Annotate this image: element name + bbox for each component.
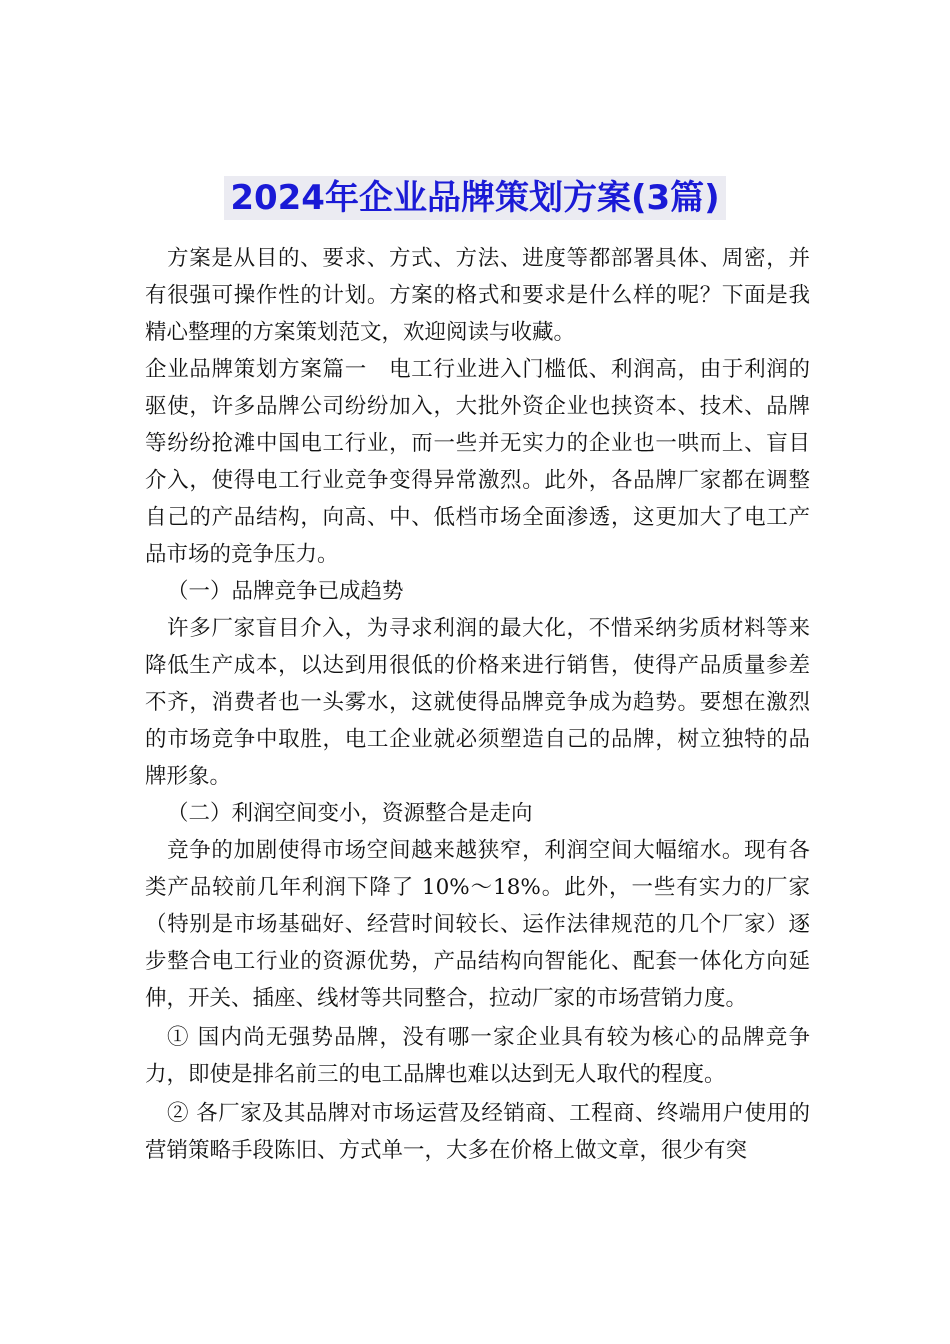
list-item-1: ① 国内尚无强势品牌，没有哪一家企业具有较为核心的品牌竞争力，即使是排名前三的电工品牌也难以达到无人取代的程度。 xyxy=(145,1025,810,1087)
heading-brand-competition: （一）品牌竞争已成趋势 xyxy=(167,579,404,604)
paragraph-section-one: 企业品牌策划方案篇一 电工行业进入门槛低、利润高，由于利润的驱使，许多品牌公司纷纷加入，大批外资企业也挟资本、技术、品牌等纷纷抢滩中国电工行业，而一些并无实力的企业也一哄而上、盲目介入，使得电工行业竞争变得异常激烈。此外，各品牌厂家都在调整自己的产品结构，向高、中、低档市场全面渗透，这更加大了电工产品市场的竞争压力。 xyxy=(145,357,810,567)
title-container xyxy=(0,176,950,220)
list-item-2: ② 各厂家及其品牌对市场运营及经销商、工程商、终端用户使用的营销策略手段陈旧、方式单一，大多在价格上做文章，很少有突 xyxy=(145,1101,810,1163)
document-body xyxy=(145,240,810,1169)
document-title: 2024年企业品牌策划方案(3篇) xyxy=(224,176,725,220)
paragraph-brand-competition: 许多厂家盲目介入，为寻求利润的最大化，不惜采纳劣质材料等来降低生产成本，以达到用很低的价格来进行销售，使得产品质量参差不齐，消费者也一头雾水，这就使得品牌竞争成为趋势。要想在激烈的市场竞争中取胜，电工企业就必须塑造自己的品牌，树立独特的品牌形象。 xyxy=(145,616,810,789)
paragraph-intro: 方案是从目的、要求、方式、方法、进度等都部署具体、周密，并有很强可操作性的计划。方案的格式和要求是什么样的呢？下面是我精心整理的方案策划范文，欢迎阅读与收藏。 xyxy=(145,246,810,345)
paragraph-profit-space: 竞争的加剧使得市场空间越来越狭窄，利润空间大幅缩水。现有各类产品较前几年利润下降了 10%～18%。此外，一些有实力的厂家（特别是市场基础好、经营时间较长、运作法律规范的几个厂家）逐步整合电工行业的资源优势，产品结构向智能化、配套一体化方向延伸，开关、插座、线材等共同整合，拉动厂家的市场营销力度。 xyxy=(145,838,810,1011)
heading-profit-space: （二）利润空间变小，资源整合是走向 xyxy=(167,801,533,826)
